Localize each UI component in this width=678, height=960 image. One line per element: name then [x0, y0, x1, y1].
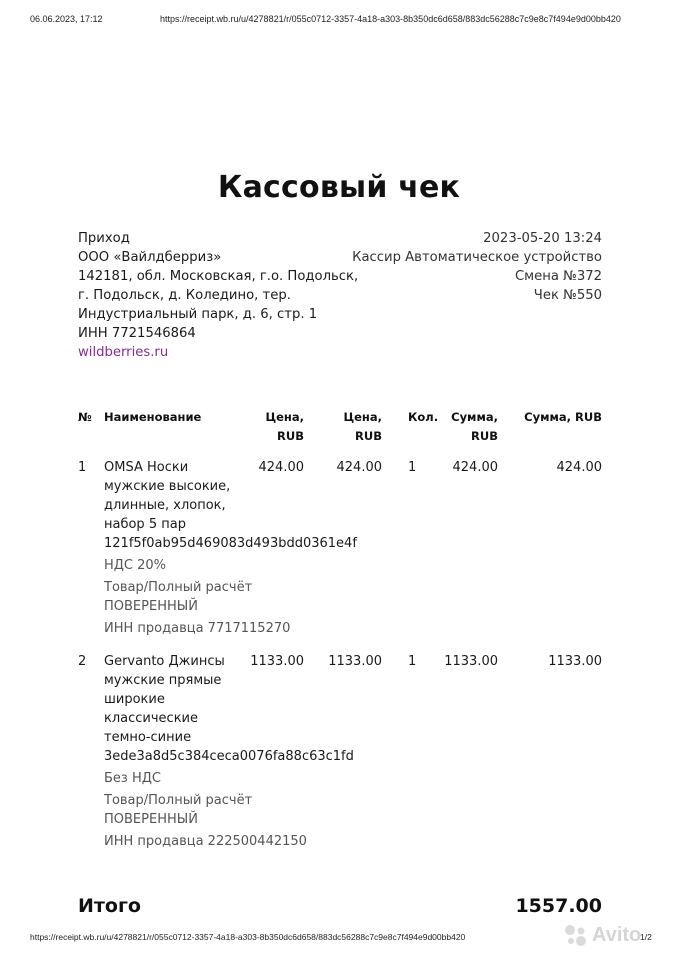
header-price: Цена, RUB — [343, 410, 382, 443]
print-datetime: 06.06.2023, 17:12 — [30, 14, 103, 24]
item-price: 1133.00 — [250, 654, 304, 669]
receipt-meta — [342, 229, 602, 305]
header-name: Наименование — [104, 410, 202, 424]
header-qty: Кол. — [408, 410, 439, 424]
item-price: 424.00 — [258, 460, 304, 475]
avito-dots-icon — [562, 922, 588, 948]
item-qty: 1 — [408, 654, 417, 669]
item-code: 121f5f0ab95d469083d493bdd0361e4f — [104, 536, 357, 551]
header-sum: Сумма, RUB — [524, 410, 602, 424]
header-sum: Сумма, RUB — [451, 410, 498, 443]
company-name: ООО «Вайлдберриз» — [78, 250, 222, 265]
item-code: 3ede3a8d5c384ceca0076fa88c63c1fd — [104, 749, 354, 764]
company-inn: ИНН 7721546864 — [78, 326, 196, 341]
item-sum: 424.00 — [452, 460, 498, 475]
row-num: 1 — [78, 460, 87, 475]
shift-number: Смена №372 — [514, 269, 602, 284]
total-label: Итого — [78, 895, 141, 917]
item-seller-inn: ИНН продавца 7717115270 — [104, 621, 291, 636]
total-value: 1557.00 — [515, 895, 602, 917]
item-name: Gervanto Джинсы мужские прямые широкие классические темно-синие — [104, 654, 225, 745]
address-line: г. Подольск, д. Коледино, тер. — [78, 288, 291, 303]
address-line: Индустриальный парк, д. 6, стр. 1 — [78, 307, 318, 322]
item-name: OMSA Носки мужские высокие, длинные, хлопок, набор 5 пар — [104, 460, 231, 532]
item-agent: ПОВЕРЕННЫЙ — [104, 812, 198, 827]
footer-url: https://receipt.wb.ru/u/4278821/r/055c0712-3357-4a18-a303-8b350dc6d658/883dc56288c7c9e8c7f494e9d00bb420 — [30, 932, 466, 942]
cashier: Кассир Автоматическое устройство — [352, 250, 602, 265]
print-url: https://receipt.wb.ru/u/4278821/r/055c0712-3357-4a18-a303-8b350dc6d658/883dc56288c7c9e8c7f494e9d00bb420 — [160, 14, 621, 24]
page-number: 1/2 — [640, 932, 652, 942]
site-link[interactable]: wildberries.ru — [78, 345, 169, 360]
seller-info — [78, 229, 378, 362]
item-payment: Товар/Полный расчёт — [104, 793, 253, 808]
header-num: № — [78, 410, 92, 424]
item-sum: 1133.00 — [444, 654, 498, 669]
item-vat: НДС 20% — [104, 558, 167, 573]
item-details — [104, 652, 354, 851]
item-vat: Без НДС — [104, 771, 161, 786]
operation-type: Приход — [78, 231, 130, 246]
receipt-title: Кассовый чек — [217, 170, 461, 205]
item-agent: ПОВЕРЕННЫЙ — [104, 599, 198, 614]
check-number: Чек №550 — [533, 288, 602, 303]
header-price: Цена, RUB — [265, 410, 304, 443]
address-line: 142181, обл. Московская, г.о. Подольск, — [78, 269, 359, 284]
item-sum: 1133.00 — [548, 654, 602, 669]
row-num: 2 — [78, 654, 87, 669]
item-price: 1133.00 — [328, 654, 382, 669]
item-payment: Товар/Полный расчёт — [104, 580, 253, 595]
item-seller-inn: ИНН продавца 222500442150 — [104, 834, 307, 849]
item-sum: 424.00 — [556, 460, 602, 475]
item-details — [104, 458, 357, 638]
receipt-datetime: 2023-05-20 13:24 — [483, 231, 602, 246]
avito-watermark — [562, 918, 652, 952]
item-qty: 1 — [408, 460, 417, 475]
item-price: 424.00 — [336, 460, 382, 475]
watermark-text: Avito — [592, 923, 642, 946]
